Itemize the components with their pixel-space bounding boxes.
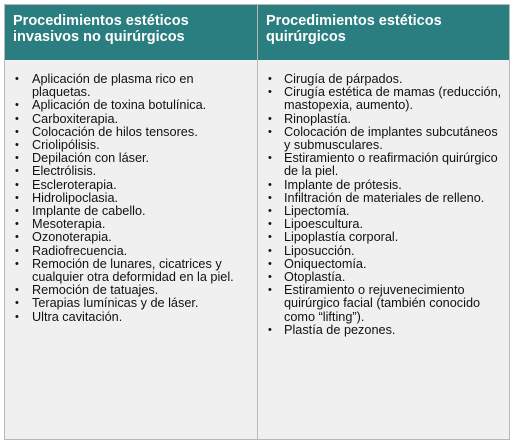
non-surgical-list-cell — [5, 60, 258, 439]
procedures-table — [4, 4, 510, 440]
list-item — [267, 284, 503, 324]
bullet-icon: • — [268, 73, 272, 85]
bullet-icon: • — [268, 125, 272, 138]
bullet-icon: • — [15, 244, 19, 257]
list-item-text: Infiltración de materiales de relleno. — [284, 190, 485, 205]
bullet-icon: • — [15, 191, 19, 204]
list-item-text: Cirugía estética de mamas (reducción, mastopexia, aumento). — [284, 85, 502, 113]
list-item-text: Plastía de pezones. — [284, 322, 396, 337]
bullet-icon: • — [15, 218, 19, 231]
list-item-text: Estiramiento o rejuvenecimiento quirúrgico facial (también conocido como “lifting”). — [284, 283, 481, 324]
bullet-icon: • — [15, 139, 19, 152]
list-item-text: Otoplastía. — [284, 270, 346, 285]
list-item-text: Radiofrecuencia. — [32, 243, 128, 258]
list-item-text: Implante de cabello. — [32, 204, 146, 219]
bullet-icon: • — [15, 125, 19, 138]
list-item-text: Escleroterapia. — [32, 177, 117, 192]
list-item-text: Remoción de lunares, cicatrices y cualquier otra deformidad en la piel. — [32, 256, 234, 285]
list-item-text: Colocación de implantes subcutáneos y submusculares. — [284, 124, 498, 153]
list-item-text: Depilación con láser. — [32, 151, 150, 166]
column-header-surgical: Procedimientos estéticos quirúrgicos — [258, 5, 509, 60]
list-item-text: Lipoplastía corporal. — [284, 230, 399, 245]
bullet-icon: • — [15, 112, 19, 125]
bullet-icon: • — [268, 86, 272, 99]
bullet-icon: • — [268, 284, 272, 297]
surgical-list — [267, 73, 503, 337]
bullet-icon: • — [15, 310, 19, 323]
column-header-non-surgical: Procedimientos estéticos invasivos no quirúrgicos — [5, 5, 258, 60]
list-item-text: Cirugía de párpados. — [284, 72, 403, 86]
bullet-icon: • — [15, 152, 19, 165]
bullet-icon: • — [268, 205, 272, 218]
bullet-icon: • — [268, 257, 272, 270]
list-item-text: Ultra cavitación. — [32, 309, 123, 324]
bullet-icon: • — [15, 165, 19, 178]
list-item-text: Rinoplastía. — [284, 111, 351, 126]
list-item-text: Remoción de tatuajes. — [32, 283, 159, 298]
list-item-text: Terapias lumínicas y de láser. — [32, 296, 199, 311]
list-item — [267, 152, 503, 178]
bullet-icon: • — [268, 244, 272, 257]
bullet-icon: • — [268, 191, 272, 204]
list-item-text: Mesoterapia. — [32, 217, 106, 232]
bullet-icon: • — [15, 205, 19, 218]
bullet-icon: • — [268, 271, 272, 284]
bullet-icon: • — [15, 231, 19, 244]
bullet-icon: • — [268, 112, 272, 125]
list-item-text: Liposucción. — [284, 243, 355, 258]
list-item-text: Lipoescultura. — [284, 217, 363, 232]
list-item — [14, 258, 251, 284]
list-item-text: Oniquectomía. — [284, 256, 367, 271]
surgical-list-cell — [258, 60, 509, 439]
list-item — [267, 86, 503, 112]
bullet-icon: • — [15, 178, 19, 191]
bullet-icon: • — [15, 297, 19, 310]
bullet-icon: • — [268, 231, 272, 244]
bullet-icon: • — [268, 323, 272, 336]
list-item-text: Electrólisis. — [32, 164, 97, 179]
bullet-icon: • — [15, 257, 19, 270]
bullet-icon: • — [15, 73, 19, 85]
non-surgical-list — [14, 73, 251, 324]
list-item-text: Ozonoterapia. — [32, 230, 112, 245]
bullet-icon: • — [15, 284, 19, 297]
list-item — [267, 324, 503, 337]
bullet-icon: • — [268, 152, 272, 165]
list-item — [267, 126, 503, 152]
bullet-icon: • — [268, 218, 272, 231]
list-item-text: Estiramiento o reafirmación quirúrgico de la piel. — [284, 151, 498, 179]
list-item-text: Implante de prótesis. — [284, 177, 402, 192]
list-item — [14, 73, 251, 99]
bullet-icon: • — [268, 178, 272, 191]
list-item-text: Aplicación de plasma rico en plaquetas. — [32, 72, 194, 100]
list-item-text: Carboxiterapia. — [32, 111, 119, 126]
list-item-text: Hidrolipoclasia. — [32, 190, 119, 205]
list-item-text: Lipectomía. — [284, 204, 350, 219]
list-item-text: Criolipólisis. — [32, 138, 100, 153]
bullet-icon: • — [15, 99, 19, 112]
list-item-text: Aplicación de toxina botulínica. — [32, 98, 207, 113]
list-item-text: Colocación de hilos tensores. — [32, 124, 198, 139]
list-item — [14, 311, 251, 324]
